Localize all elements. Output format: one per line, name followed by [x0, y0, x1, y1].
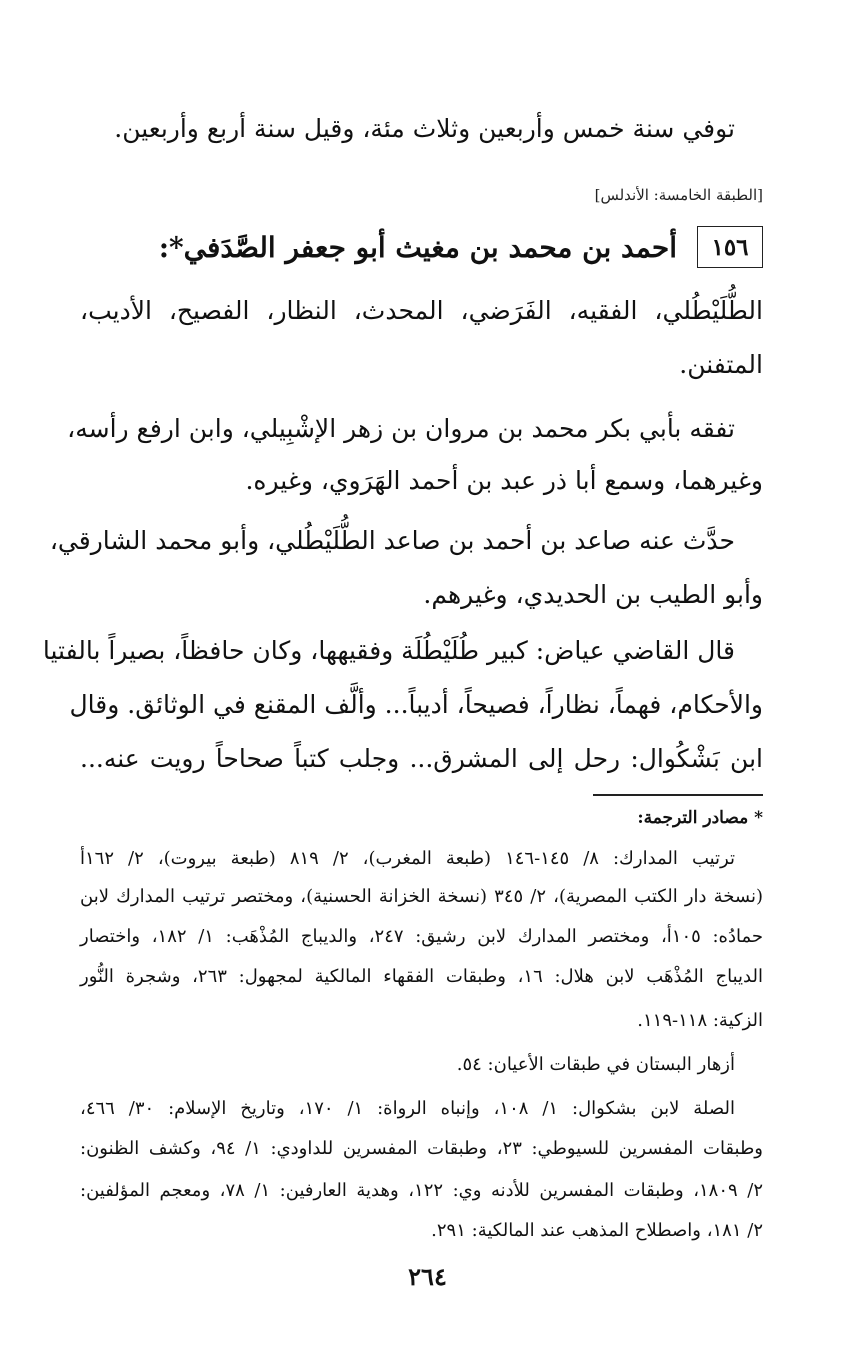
footnote-line-6: أزهار البستان في طبقات الأعيان: ٥٤. — [456, 1054, 735, 1075]
body-line-9: ابن بَشْكُوال: رحل إلى المشرق... وجلب كتباً صحاحاً رويت عنه... — [80, 744, 763, 773]
entry-heading — [159, 222, 763, 272]
body-line-8: والأحكام، فهماً، نظاراً، فصيحاً، أديباً... وألَّف المقنع في الوثائق. وقال — [69, 690, 763, 719]
footnote-line-5: الزكية: ١١٨-١١٩. — [637, 1010, 763, 1031]
entry-title: أحمد بن محمد بن مغيث أبو جعفر الصَّدَفي*: — [158, 230, 677, 264]
footnote-line-4: الديباج المُذْهَب لابن هلال: ١٦، وطبقات الفقهاء المالكية لمجهول: ٢٦٣، وشجرة النُّور — [80, 966, 763, 987]
body-line-7: قال القاضي عياض: كبير طُلَيْطُلَة وفقيهها، وكان حافظاً، بصيراً بالفتيا — [42, 636, 735, 665]
footnote-line-10: ٢/ ١٨١، واصطلاح المذهب عند المالكية: ٢٩١. — [431, 1220, 763, 1241]
footnote-line-1: ترتيب المدارك: ٨/ ١٤٥-١٤٦ (طبعة المغرب)، ٢/ ٨١٩ (طبعة بيروت)، ٢/ ١٦٢أ — [80, 848, 735, 869]
body-line-1: الطُّلَيْطُلي، الفقيه، الفَرَضي، المحدث، النظار، الفصيح، الأديب، — [80, 296, 763, 325]
body-line-3: تفقه بأبي بكر محمد بن مروان بن زهر الإشْبِيلي، وابن ارفع رأسه، — [67, 414, 735, 443]
section-note: [الطبقة الخامسة: الأندلس] — [594, 186, 763, 204]
footnote-line-8: وطبقات المفسرين للسيوطي: ٢٣، وطبقات المفسرين للداودي: ١/ ٩٤، وكشف الظنون: — [80, 1138, 763, 1159]
page-number: ٢٦٤ — [408, 1262, 447, 1291]
body-line-4: وغيرهما، وسمع أبا ذر عبد بن أحمد الهَرَوي، وغيره. — [245, 466, 763, 495]
body-line-5: حدَّث عنه صاعد بن أحمد بن صاعد الطُّلَيْطُلي، وأبو محمد الشارقي، — [49, 526, 735, 555]
footnotes-heading: * مصادر الترجمة: — [637, 808, 763, 828]
continuation-line: توفي سنة خمس وأربعين وثلاث مئة، وقيل سنة أربع وأربعين. — [114, 114, 735, 143]
footnote-separator — [593, 794, 763, 796]
footnote-line-9: ٢/ ١٨٠٩، وطبقات المفسرين للأدنه وي: ١٢٢، وهدية العارفين: ١/ ٧٨، ومعجم المؤلفين: — [80, 1180, 763, 1201]
footnote-line-3: حمادُه: ١٠٥أ، ومختصر المدارك لابن رشيق: ٢٤٧، والديباج المُذْهَب: ١/ ١٨٢، واختصار — [80, 926, 764, 947]
body-line-2: المتفنن. — [679, 350, 763, 379]
footnote-line-7: الصلة لابن بشكوال: ١/ ١٠٨، وإنباه الرواة: ١/ ١٧٠، وتاريخ الإسلام: ٣٠/ ٤٦٦، — [80, 1098, 735, 1119]
entry-number-box — [697, 226, 763, 268]
body-line-6: وأبو الطيب بن الحديدي، وغيرهم. — [423, 580, 763, 609]
footnote-line-2: (نسخة دار الكتب المصرية)، ٢/ ٣٤٥ (نسخة الخزانة الحسنية)، ومختصر ترتيب المدارك لابن — [80, 886, 763, 907]
entry-number: ١٥٦ — [711, 233, 749, 261]
